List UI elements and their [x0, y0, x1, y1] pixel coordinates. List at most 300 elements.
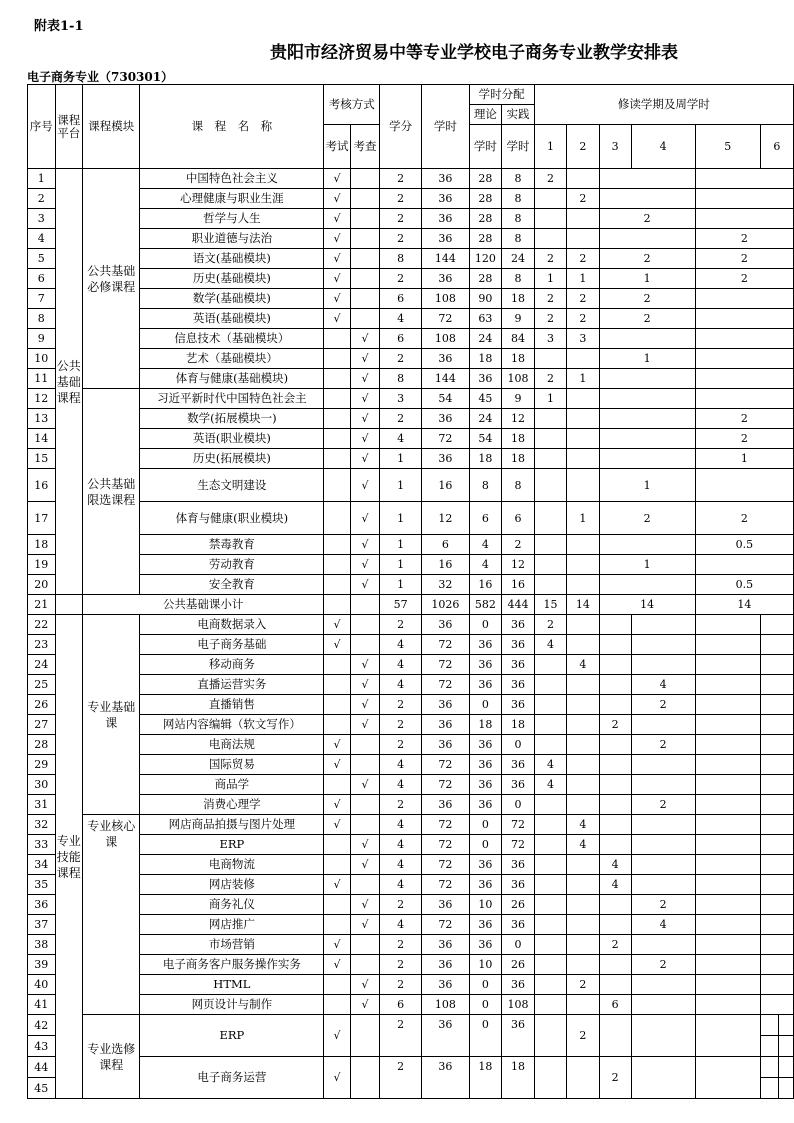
sem-1 — [534, 875, 566, 895]
practice-hours: 9 — [502, 389, 535, 409]
practice-hours: 12 — [502, 409, 535, 429]
sem-6 — [760, 615, 793, 635]
check-mark — [350, 289, 379, 309]
hours: 16 — [422, 555, 469, 575]
sem-1: 2 — [534, 249, 566, 269]
sem-2 — [567, 735, 599, 755]
course-name: 国际贸易 — [140, 755, 324, 775]
sem-2: 1 — [567, 269, 599, 289]
sem-2: 1 — [567, 369, 599, 389]
sem-3: 2 — [599, 715, 631, 735]
course-name: 中国特色社会主义 — [140, 169, 324, 189]
credit: 2 — [380, 349, 422, 369]
check-mark: √ — [350, 329, 379, 349]
sem-2 — [567, 389, 599, 409]
credit: 4 — [380, 635, 422, 655]
module-public-elective: 公共基础限选课程 — [83, 389, 140, 595]
sem-3 — [599, 635, 631, 655]
check-mark — [350, 269, 379, 289]
exam-mark: √ — [324, 1015, 351, 1057]
practice-hours: 6 — [502, 502, 535, 535]
credit: 4 — [380, 655, 422, 675]
sem-3: 6 — [599, 995, 631, 1015]
exam-mark — [324, 389, 351, 409]
sem-2 — [567, 169, 599, 189]
subtotal-practice: 444 — [502, 595, 535, 615]
sem-5-6 — [695, 389, 793, 409]
header-sem-3: 3 — [599, 125, 631, 169]
sem-1 — [534, 229, 566, 249]
schedule-table — [27, 84, 794, 1099]
sem-5-6: 1 — [695, 449, 793, 469]
hours: 32 — [422, 575, 469, 595]
sem-2 — [567, 795, 599, 815]
exam-mark: √ — [324, 955, 351, 975]
row-number: 6 — [28, 269, 56, 289]
sem-5 — [695, 735, 760, 755]
theory-hours: 36 — [469, 635, 502, 655]
row-number: 19 — [28, 555, 56, 575]
sem-5 — [695, 615, 760, 635]
credit: 2 — [380, 935, 422, 955]
theory-hours: 10 — [469, 955, 502, 975]
practice-hours: 72 — [502, 815, 535, 835]
theory-hours: 54 — [469, 429, 502, 449]
practice-hours: 0 — [502, 935, 535, 955]
check-mark: √ — [350, 389, 379, 409]
check-mark: √ — [350, 655, 379, 675]
sem-2 — [567, 955, 599, 975]
row-number: 32 — [28, 815, 56, 835]
sem-6 — [760, 875, 793, 895]
credit: 4 — [380, 855, 422, 875]
sem-2: 2 — [567, 189, 599, 209]
row-number: 21 — [28, 595, 56, 615]
sem-6 — [760, 815, 793, 835]
credit: 4 — [380, 775, 422, 795]
header-check: 考查 — [350, 125, 379, 169]
check-mark — [350, 249, 379, 269]
sem-3-4 — [599, 329, 695, 349]
module-pro-elective: 专业选修课程 — [83, 1015, 140, 1099]
theory-hours: 24 — [469, 329, 502, 349]
exam-mark — [324, 995, 351, 1015]
sem-6a — [760, 1036, 779, 1057]
hours: 36 — [422, 1057, 469, 1099]
hours: 72 — [422, 755, 469, 775]
practice-hours: 8 — [502, 209, 535, 229]
sem-4 — [631, 935, 695, 955]
check-mark: √ — [350, 349, 379, 369]
sem-3-4: 2 — [599, 502, 695, 535]
row-number: 7 — [28, 289, 56, 309]
practice-hours: 0 — [502, 735, 535, 755]
sem-2 — [567, 209, 599, 229]
sem-1 — [534, 449, 566, 469]
hours: 72 — [422, 915, 469, 935]
sem-6 — [760, 855, 793, 875]
credit: 2 — [380, 715, 422, 735]
course-name: 信息技术（基础模块） — [140, 329, 324, 349]
check-mark: √ — [350, 695, 379, 715]
header-practice: 实践 — [502, 105, 535, 125]
check-mark: √ — [350, 915, 379, 935]
sem-1: 2 — [534, 369, 566, 389]
header-credit: 学分 — [380, 85, 422, 169]
sem-3 — [599, 975, 631, 995]
sem-4: 2 — [631, 795, 695, 815]
row-number: 43 — [28, 1036, 56, 1057]
credit: 1 — [380, 469, 422, 502]
row-number: 37 — [28, 915, 56, 935]
theory-hours: 18 — [469, 715, 502, 735]
hours: 36 — [422, 715, 469, 735]
sem-2: 1 — [567, 502, 599, 535]
course-name: 电子商务基础 — [140, 635, 324, 655]
sem-4 — [631, 975, 695, 995]
check-mark: √ — [350, 449, 379, 469]
check-mark: √ — [350, 535, 379, 555]
check-mark: √ — [350, 502, 379, 535]
credit: 4 — [380, 875, 422, 895]
practice-hours: 18 — [502, 715, 535, 735]
sem-1 — [534, 209, 566, 229]
practice-hours: 36 — [502, 775, 535, 795]
theory-hours: 63 — [469, 309, 502, 329]
row-number: 38 — [28, 935, 56, 955]
header-sem-6: 6 — [760, 125, 793, 169]
theory-hours: 18 — [469, 349, 502, 369]
theory-hours: 0 — [469, 1015, 502, 1057]
row-number: 8 — [28, 309, 56, 329]
subtotal-hours: 1026 — [422, 595, 469, 615]
row-number: 17 — [28, 502, 56, 535]
sem-1: 4 — [534, 775, 566, 795]
platform-public-end — [55, 595, 82, 615]
hours: 72 — [422, 675, 469, 695]
exam-mark: √ — [324, 1057, 351, 1099]
practice-hours: 36 — [502, 755, 535, 775]
sem-2 — [567, 449, 599, 469]
sem-3 — [599, 615, 631, 635]
theory-hours: 16 — [469, 575, 502, 595]
sem-5 — [695, 915, 760, 935]
sem-3: 4 — [599, 875, 631, 895]
sem-5 — [695, 1015, 760, 1057]
header-module: 课程模块 — [83, 85, 140, 169]
hours: 36 — [422, 169, 469, 189]
header-practice-hours: 学时 — [502, 125, 535, 169]
sem-5 — [695, 875, 760, 895]
practice-hours: 36 — [502, 635, 535, 655]
exam-mark: √ — [324, 189, 351, 209]
course-name: HTML — [140, 975, 324, 995]
sem-1 — [534, 1057, 566, 1099]
sem-1 — [534, 189, 566, 209]
theory-hours: 0 — [469, 815, 502, 835]
theory-hours: 36 — [469, 675, 502, 695]
row-number: 20 — [28, 575, 56, 595]
exam-mark — [324, 915, 351, 935]
sem-5 — [695, 775, 760, 795]
credit: 4 — [380, 915, 422, 935]
sem-1 — [534, 935, 566, 955]
theory-hours: 36 — [469, 795, 502, 815]
sem-5-6: 2 — [695, 229, 793, 249]
practice-hours: 8 — [502, 469, 535, 502]
course-name: 移动商务 — [140, 655, 324, 675]
sem-3-4: 2 — [599, 209, 695, 229]
row-number: 44 — [28, 1057, 56, 1078]
theory-hours: 4 — [469, 555, 502, 575]
sem-6 — [760, 895, 793, 915]
credit: 3 — [380, 389, 422, 409]
credit: 4 — [380, 675, 422, 695]
row-number: 23 — [28, 635, 56, 655]
sem-2 — [567, 1057, 599, 1099]
sem-4 — [631, 855, 695, 875]
credit: 2 — [380, 189, 422, 209]
header-assess: 考核方式 — [324, 85, 380, 125]
sem-6 — [760, 915, 793, 935]
check-mark: √ — [350, 895, 379, 915]
exam-mark — [324, 469, 351, 502]
check-mark: √ — [350, 369, 379, 389]
sem-1: 4 — [534, 755, 566, 775]
hours: 72 — [422, 635, 469, 655]
sem-4 — [631, 755, 695, 775]
sem-2 — [567, 755, 599, 775]
theory-hours: 0 — [469, 995, 502, 1015]
sem-1 — [534, 349, 566, 369]
sem-1 — [534, 815, 566, 835]
theory-hours: 4 — [469, 535, 502, 555]
row-number: 3 — [28, 209, 56, 229]
check-mark: √ — [350, 429, 379, 449]
theory-hours: 0 — [469, 615, 502, 635]
row-number: 16 — [28, 469, 56, 502]
sem-5-6 — [695, 469, 793, 502]
sem-2 — [567, 935, 599, 955]
theory-hours: 36 — [469, 855, 502, 875]
sem-6a — [760, 1057, 779, 1078]
sem-2 — [567, 715, 599, 735]
sem-1: 2 — [534, 289, 566, 309]
subtotal-label: 公共基础课小计 — [83, 595, 324, 615]
exam-mark — [324, 409, 351, 429]
credit: 2 — [380, 1015, 422, 1057]
exam-mark — [324, 555, 351, 575]
subtotal-sem-2: 14 — [567, 595, 599, 615]
sem-2 — [567, 695, 599, 715]
practice-hours: 12 — [502, 555, 535, 575]
course-name: 商务礼仪 — [140, 895, 324, 915]
practice-hours: 18 — [502, 349, 535, 369]
exam-mark — [324, 895, 351, 915]
hours: 144 — [422, 369, 469, 389]
sem-5-6: 2 — [695, 249, 793, 269]
sem-3-4: 2 — [599, 309, 695, 329]
credit: 1 — [380, 502, 422, 535]
sem-3 — [599, 835, 631, 855]
sem-4: 2 — [631, 895, 695, 915]
header-sem-1: 1 — [534, 125, 566, 169]
exam-mark — [324, 855, 351, 875]
credit: 4 — [380, 309, 422, 329]
exam-mark: √ — [324, 309, 351, 329]
sem-2 — [567, 555, 599, 575]
theory-hours: 36 — [469, 775, 502, 795]
hours: 144 — [422, 249, 469, 269]
course-name: 消费心理学 — [140, 795, 324, 815]
course-name: 体育与健康(基础模块) — [140, 369, 324, 389]
credit: 8 — [380, 249, 422, 269]
hours: 12 — [422, 502, 469, 535]
exam-mark — [324, 775, 351, 795]
module-public-required: 公共基础必修课程 — [83, 169, 140, 389]
check-mark: √ — [350, 855, 379, 875]
theory-hours: 36 — [469, 875, 502, 895]
practice-hours: 18 — [502, 449, 535, 469]
course-name: 市场营销 — [140, 935, 324, 955]
practice-hours: 16 — [502, 575, 535, 595]
sem-2: 2 — [567, 289, 599, 309]
row-number: 15 — [28, 449, 56, 469]
sem-5-6 — [695, 289, 793, 309]
sem-3-4 — [599, 369, 695, 389]
header-sem-4: 4 — [631, 125, 695, 169]
course-name: 历史(基础模块) — [140, 269, 324, 289]
credit: 2 — [380, 1057, 422, 1099]
check-mark: √ — [350, 409, 379, 429]
course-name: 语文(基础模块) — [140, 249, 324, 269]
check-mark: √ — [350, 575, 379, 595]
theory-hours: 28 — [469, 189, 502, 209]
hours: 36 — [422, 449, 469, 469]
hours: 108 — [422, 995, 469, 1015]
credit: 2 — [380, 735, 422, 755]
course-name: 禁毒教育 — [140, 535, 324, 555]
sem-5 — [695, 855, 760, 875]
sem-3 — [599, 695, 631, 715]
sem-3-4: 1 — [599, 469, 695, 502]
practice-hours: 8 — [502, 229, 535, 249]
check-mark — [350, 615, 379, 635]
sem-5-6 — [695, 169, 793, 189]
check-mark — [350, 795, 379, 815]
row-number: 11 — [28, 369, 56, 389]
credit: 2 — [380, 795, 422, 815]
hours: 36 — [422, 615, 469, 635]
theory-hours: 36 — [469, 915, 502, 935]
theory-hours: 36 — [469, 735, 502, 755]
hours: 72 — [422, 815, 469, 835]
sem-6a — [760, 1015, 779, 1036]
sem-5-6: 2 — [695, 429, 793, 449]
hours: 36 — [422, 955, 469, 975]
theory-hours: 36 — [469, 755, 502, 775]
credit: 2 — [380, 695, 422, 715]
sem-3 — [599, 955, 631, 975]
platform-public: 公共基础课程 — [55, 169, 82, 595]
credit: 4 — [380, 835, 422, 855]
sem-1: 2 — [534, 309, 566, 329]
credit: 4 — [380, 755, 422, 775]
sem-5 — [695, 935, 760, 955]
exam-mark — [324, 575, 351, 595]
sem-3-4 — [599, 409, 695, 429]
credit: 2 — [380, 209, 422, 229]
sem-3 — [599, 915, 631, 935]
sem-5-6 — [695, 329, 793, 349]
hours: 72 — [422, 855, 469, 875]
sem-1 — [534, 555, 566, 575]
appendix-label: 附表1-1 — [34, 19, 84, 34]
hours: 72 — [422, 429, 469, 449]
practice-hours: 36 — [502, 675, 535, 695]
sem-5-6: 2 — [695, 502, 793, 535]
hours: 36 — [422, 695, 469, 715]
practice-hours: 84 — [502, 329, 535, 349]
course-name: 网站内容编辑（软文写作） — [140, 715, 324, 735]
course-name: 网页设计与制作 — [140, 995, 324, 1015]
theory-hours: 36 — [469, 655, 502, 675]
sem-6 — [760, 715, 793, 735]
sem-4 — [631, 615, 695, 635]
exam-mark — [324, 502, 351, 535]
row-number: 35 — [28, 875, 56, 895]
theory-hours: 0 — [469, 975, 502, 995]
sem-1 — [534, 1015, 566, 1057]
header-semesters: 修读学期及周学时 — [534, 85, 793, 125]
practice-hours: 36 — [502, 855, 535, 875]
credit: 4 — [380, 815, 422, 835]
sem-3 — [599, 735, 631, 755]
sem-5-6: 2 — [695, 409, 793, 429]
sem-5 — [695, 1057, 760, 1099]
hours: 36 — [422, 349, 469, 369]
hours: 108 — [422, 329, 469, 349]
sem-6b — [779, 1015, 794, 1036]
sem-4 — [631, 1057, 695, 1099]
sem-4 — [631, 655, 695, 675]
subtotal-check — [350, 595, 379, 615]
sem-2 — [567, 675, 599, 695]
credit: 6 — [380, 289, 422, 309]
hours: 36 — [422, 229, 469, 249]
row-number: 40 — [28, 975, 56, 995]
sem-5-6: 0.5 — [695, 575, 793, 595]
exam-mark — [324, 975, 351, 995]
sem-5 — [695, 895, 760, 915]
header-hours: 学时 — [422, 85, 469, 169]
sem-5-6 — [695, 555, 793, 575]
exam-mark — [324, 369, 351, 389]
sem-1 — [534, 915, 566, 935]
subtotal-theory: 582 — [469, 595, 502, 615]
sem-3: 2 — [599, 935, 631, 955]
sem-1 — [534, 535, 566, 555]
sem-5 — [695, 955, 760, 975]
row-number: 42 — [28, 1015, 56, 1036]
hours: 16 — [422, 469, 469, 502]
hours: 36 — [422, 409, 469, 429]
exam-mark — [324, 429, 351, 449]
sem-3-4 — [599, 449, 695, 469]
sem-5 — [695, 695, 760, 715]
sem-5-6 — [695, 349, 793, 369]
row-number: 33 — [28, 835, 56, 855]
